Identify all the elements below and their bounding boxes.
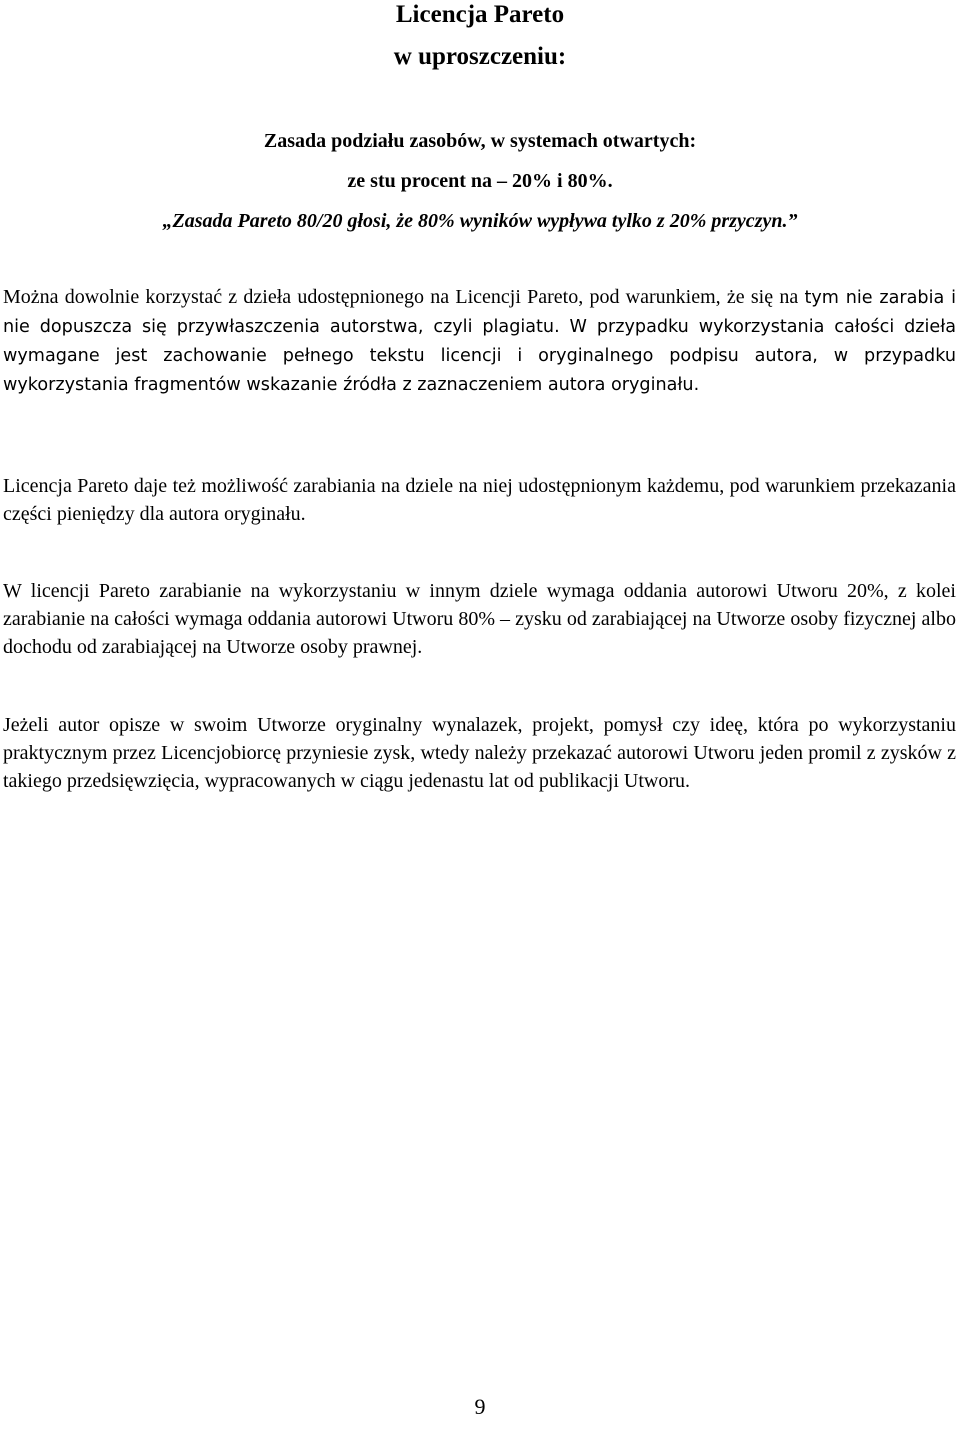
usage-conditions-paragraph xyxy=(3,283,956,399)
document-title: Licencja Pareto xyxy=(395,1,565,28)
document-subtitle: w uproszczeniu: xyxy=(393,43,567,70)
usage-conditions-intro: Można dowolnie korzystać z dzieła udostępnionego na Licencji Pareto, pod warunkiem, że się na xyxy=(3,286,805,308)
principle-heading: Zasada podziału zasobów, w systemach otwartych: xyxy=(263,130,697,152)
principle-ratio: ze stu procent na – 20% i 80%. xyxy=(347,170,613,192)
earning-share-paragraph: W licencji Pareto zarabianie na wykorzystaniu w innym dziele wymaga oddania autorowi Utworu 20%, z kolei zarabianie na całości wymaga oddania autorowi Utworu 80% – zysku od zarabiającej na Utworze osoby fizycznej albo dochodu od zarabiającej na Utworze osoby prawnej. xyxy=(3,580,956,658)
invention-royalty-paragraph: Jeżeli autor opisze w swoim Utworze oryginalny wynalazek, projekt, pomysł czy ideę, która po wykorzystaniu praktycznym przez Licencjobiorcę przyniesie zysk, wtedy należy przekazać autorowi Utworu jeden promil z zysków z takiego przedsięwzięcia, wypracowanych w ciągu jedenastu lat od publikacji Utworu. xyxy=(3,714,956,792)
earning-permission-paragraph: Licencja Pareto daje też możliwość zarabiania na dziele na niej udostępnionym każdemu, pod warunkiem przekazania części pieniędzy dla autora oryginału. xyxy=(3,475,956,525)
usage-conditions-details: tym nie zarabia i nie dopuszcza się przywłaszczenia autorstwa, czyli plagiatu. W przypadku wykorzystania całości dzieła wymagane jest zachowanie pełnego tekstu licencji i oryginalnego podpisu autora, w przypadku wykorzystania fragmentów wskazanie źródła z zaznaczeniem autora oryginału. xyxy=(3,288,956,395)
pareto-quote: „Zasada Pareto 80/20 głosi, że 80% wyników wypływa tylko z 20% przyczyn.” xyxy=(162,210,798,232)
page-number: 9 xyxy=(474,1394,486,1419)
